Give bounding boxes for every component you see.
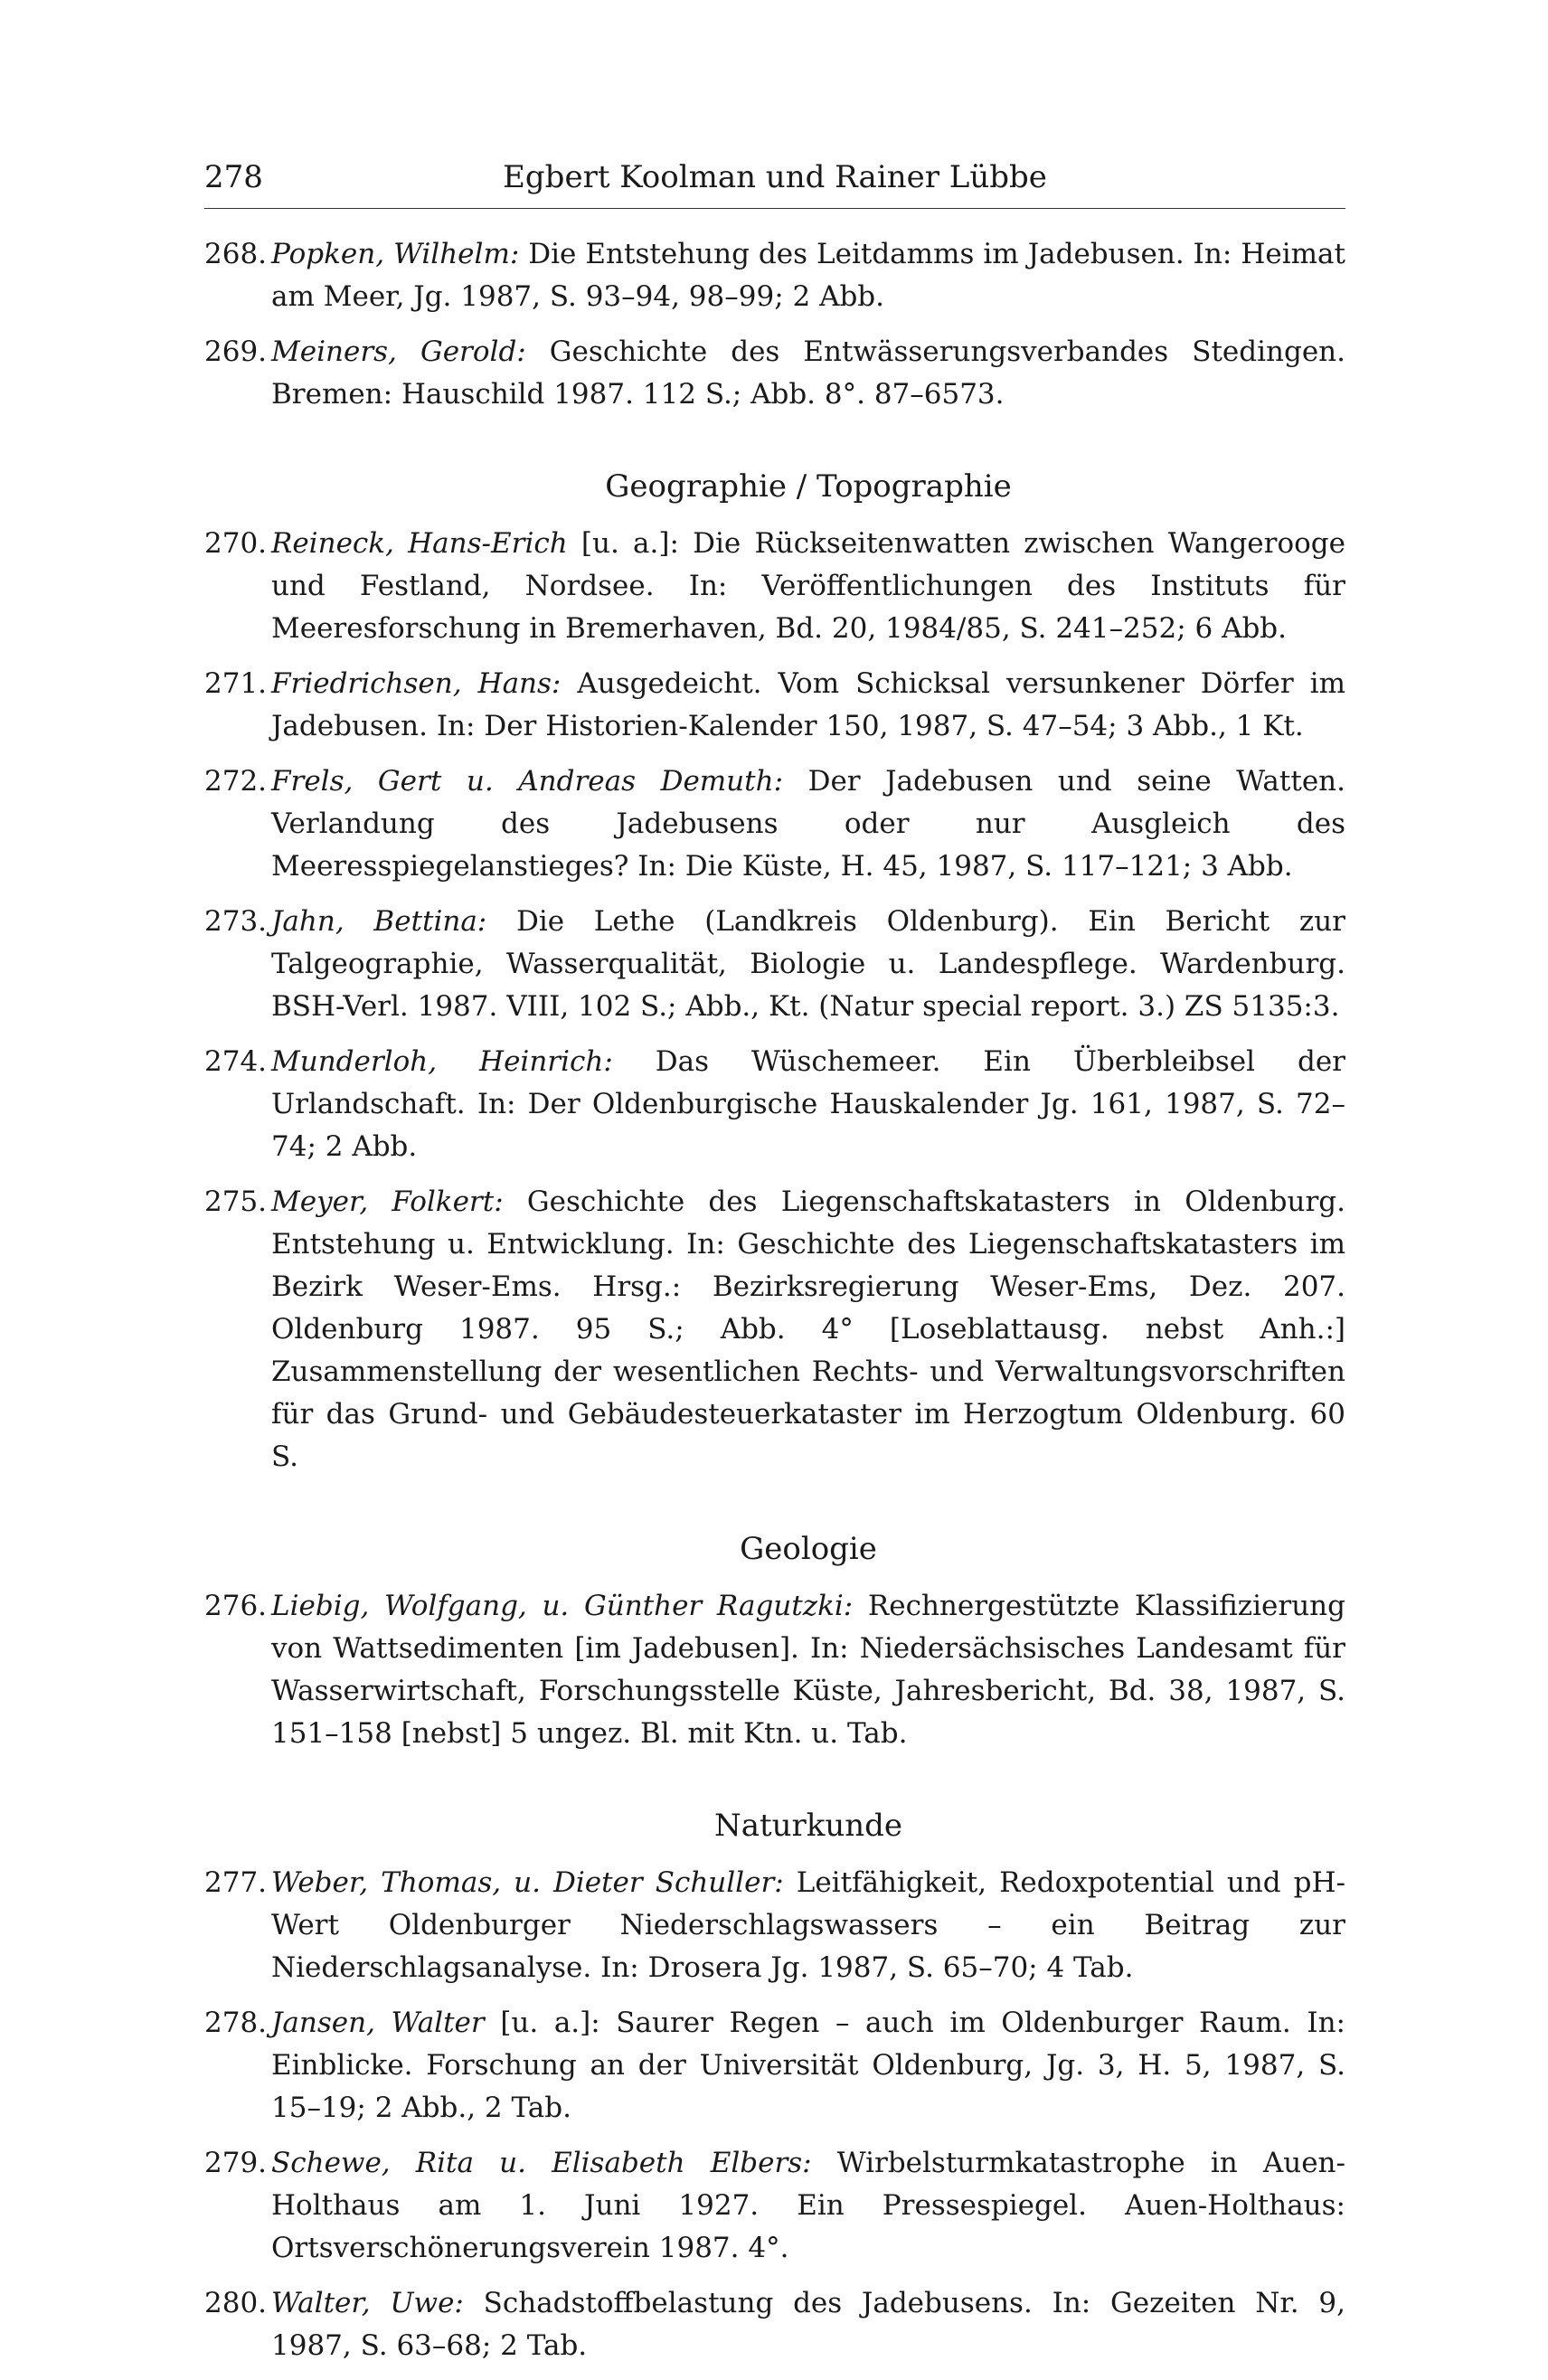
section-heading-geologie: Geologie: [740, 1531, 877, 1567]
bibliography-entry-277: [204, 1862, 1345, 1989]
bibliography-entry-271: [204, 663, 1345, 748]
entry-number: 277.: [204, 1866, 268, 1899]
entry-text: Wirbelsturmkatastrophe in Auen-Holthaus am 1. Juni 1927. Ein Pressespiegel. Auen-Holthaus: Ortsverschönerungsverein 1987. 4°.: [271, 2147, 1345, 2264]
entry-text: Rechnergestützte Klassifizierung von Wattsedimenten [im Jadebusen]. In: Niedersächsisches Landesamt für Wasserwirtschaft, Forschungsstelle Küste, Jahresbericht, Bd. 38, 1987, S. 151–158 [nebst] 5 ungez. Bl. mit Ktn. u. Tab.: [271, 1590, 1345, 1750]
bibliography-entry-272: [204, 760, 1345, 888]
entry-number: 275.: [204, 1185, 268, 1218]
section-heading-naturkunde: Naturkunde: [713, 1808, 903, 1844]
entry-number: 279.: [204, 2147, 268, 2179]
entry-author: Jansen, Walter: [271, 2007, 485, 2039]
entry-number: 276.: [204, 1590, 268, 1622]
entry-author: Meiners, Gerold:: [271, 335, 526, 368]
entry-number: 280.: [204, 2287, 268, 2319]
bibliography-entry-275: [204, 1181, 1345, 1478]
running-head-title: Egbert Koolman und Rainer Lübbe: [503, 159, 1047, 195]
entry-text: [u. a.]: Die Rückseitenwatten zwischen Wangerooge und Festland, Nordsee. In: Veröffentlichungen des Instituts für Meeresforschung in Bremerhaven, Bd. 20, 1984/85, S. 241–252; 6 Abb.: [271, 527, 1345, 645]
bibliography-entry-278: [204, 2002, 1345, 2130]
entry-text: [u. a.]: Saurer Regen – auch im Oldenburger Raum. In: Einblicke. Forschung an der Universität Oldenburg, Jg. 3, H. 5, 1987, S. 15–19; 2 Abb., 2 Tab.: [271, 2007, 1345, 2124]
entry-number: 270.: [204, 527, 268, 560]
entry-number: 272.: [204, 765, 268, 798]
entry-number: 274.: [204, 1045, 268, 1078]
entry-text: Der Jadebusen und seine Watten. Verlandung des Jadebusens oder nur Ausgleich des Meeresspiegelanstieges? In: Die Küste, H. 45, 1987, S. 117–121; 3 Abb.: [271, 765, 1345, 883]
entry-author: Liebig, Wolfgang, u. Günther Ragutzki:: [271, 1590, 854, 1622]
entry-text: Die Entstehung des Leitdamms im Jadebusen. In: Heimat am Meer, Jg. 1987, S. 93–94, 98–99; 2 Abb.: [271, 238, 1345, 313]
bibliography-entry-276: [204, 1585, 1345, 1755]
entry-number: 269.: [204, 335, 268, 368]
entry-author: Weber, Thomas, u. Dieter Schuller:: [271, 1866, 784, 1899]
entry-author: Reineck, Hans-Erich: [271, 527, 568, 560]
entry-number: 278.: [204, 2007, 268, 2039]
entry-author: Popken, Wilhelm:: [271, 238, 520, 270]
running-head: [204, 152, 1345, 203]
bibliography-entry-268: [204, 233, 1345, 318]
page-number: 278: [204, 159, 263, 195]
bibliography-entry-280: [204, 2282, 1345, 2367]
entry-text: Geschichte des Liegenschaftskatasters in Oldenburg. Entstehung u. Entwicklung. In: Geschichte des Liegenschaftskatasters im Bezirk Weser-Ems. Hrsg.: Bezirksregierung Weser-Ems, Dez. 207. Oldenburg 1987. 95 S.; Abb. 4° [Loseblattausg. nebst Anh.:] Zusammenstellung der wesentlichen Rechts- und Verwaltungsvorschriften für das Grund- und Gebäudesteuerkataster im Herzogtum Oldenburg. 60 S.: [271, 1185, 1346, 1473]
entry-author: Munderloh, Heinrich:: [271, 1045, 613, 1078]
entry-author: Schewe, Rita u. Elisabeth Elbers:: [271, 2147, 812, 2179]
entry-number: 268.: [204, 238, 268, 270]
entry-author: Jahn, Bettina:: [271, 905, 487, 938]
entry-text: Schadstoffbelastung des Jadebusens. In: Gezeiten Nr. 9, 1987, S. 63–68; 2 Tab.: [271, 2287, 1345, 2362]
entry-number: 271.: [204, 667, 268, 700]
entry-number: 273.: [204, 905, 268, 938]
entry-author: Frels, Gert u. Andreas Demuth:: [271, 765, 784, 798]
header-rule: [204, 208, 1345, 209]
bibliography-entry-273: [204, 901, 1345, 1028]
entry-text: Das Wüschemeer. Ein Überbleibsel der Urlandschaft. In: Der Oldenburgische Hauskalender Jg. 161, 1987, S. 72–74; 2 Abb.: [271, 1045, 1345, 1163]
entry-author: Meyer, Folkert:: [271, 1185, 504, 1218]
entry-text: Ausgedeicht. Vom Schicksal versunkener Dörfer im Jadebusen. In: Der Historien-Kalender 150, 1987, S. 47–54; 3 Abb., 1 Kt.: [271, 667, 1345, 742]
section-heading-geographie: Geographie / Topographie: [605, 468, 1012, 505]
entry-text: Die Lethe (Landkreis Oldenburg). Ein Bericht zur Talgeographie, Wasserqualität, Biologie u. Landespflege. Wardenburg. BSH-Verl. 1987. VIII, 102 S.; Abb., Kt. (Natur special report. 3.) ZS 5135:3.: [271, 905, 1345, 1023]
entry-text: Leitfähigkeit, Redoxpotential und pH-Wert Oldenburger Niederschlagswassers – ein Beitrag zur Niederschlagsanalyse. In: Drosera Jg. 1987, S. 65–70; 4 Tab.: [271, 1866, 1345, 1984]
bibliography-entry-270: [204, 523, 1345, 650]
bibliography-content: [204, 233, 1345, 2380]
bibliography-entry-269: [204, 331, 1345, 416]
bibliography-entry-274: [204, 1041, 1345, 1168]
entry-author: Friedrichsen, Hans:: [271, 667, 562, 700]
bibliography-entry-279: [204, 2142, 1345, 2270]
entry-author: Walter, Uwe:: [271, 2287, 464, 2319]
entry-text: Geschichte des Entwässerungsverbandes Stedingen. Bremen: Hauschild 1987. 112 S.; Abb. 8°. 87–6573.: [271, 335, 1346, 411]
